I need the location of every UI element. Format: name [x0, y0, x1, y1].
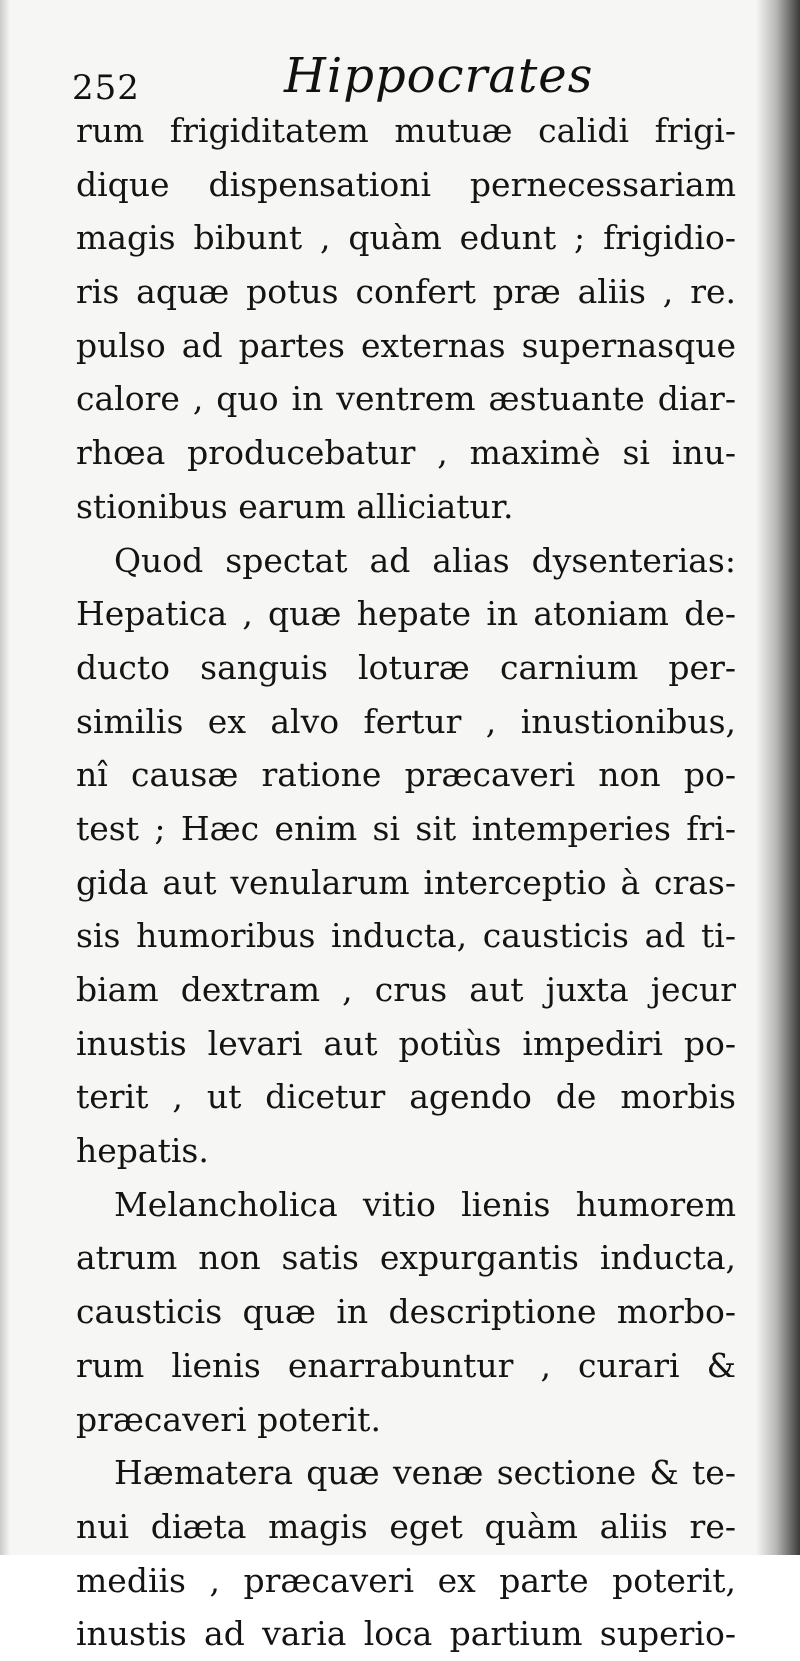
text-line: ducto sanguis loturæ carnium per- [76, 647, 736, 687]
text-line: rum lienis enarrabuntur , curari & [76, 1345, 736, 1385]
text-line: ris aquæ potus confert præ aliis , re. [76, 272, 736, 312]
text-line: Hepatica , quæ hepate in atoniam de- [76, 594, 736, 634]
text-line: magis bibunt , quàm edunt ; frigidio- [76, 218, 736, 258]
text-line: rum frigiditatem mutuæ calidi frigi- [76, 111, 736, 150]
text-line: stionibus earum alliciatur. [76, 486, 514, 526]
text-line: similis ex alvo fertur , inustionibus, [76, 701, 736, 741]
text-line: sis humoribus inducta, causticis ad ti- [76, 916, 736, 956]
text-line: rhœa producebatur , maximè si inu- [76, 433, 736, 473]
text-line: causticis quæ in descriptione morbo- [76, 1292, 736, 1332]
body-text [76, 104, 736, 1661]
text-line: pulso ad partes externas supernasque [76, 325, 736, 365]
text-line: terit , ut dicetur agendo de morbis [76, 1077, 736, 1117]
paragraph-first-line: Melancholica vitio lienis humorem [114, 1184, 736, 1224]
text-line: præcaveri poterit. [76, 1399, 381, 1439]
paragraph-first-line: Hæmatera quæ venæ sectione & te- [114, 1453, 736, 1493]
binding-gutter [756, 0, 800, 1555]
text-line: gida aut venularum interceptio à cras- [76, 862, 736, 902]
paragraph-first-line: Quod spectat ad alias dysenterias: [114, 540, 736, 580]
page-header [72, 48, 712, 108]
text-line: mediis , præcaveri ex parte poterit, [76, 1560, 736, 1600]
text-line: nui diæta magis eget quàm aliis re- [76, 1506, 736, 1546]
text-line: biam dextram , crus aut juxta jecur [76, 970, 736, 1009]
text-line: hepatis. [76, 1131, 209, 1171]
text-line: dique dispensationi pernecessariam [76, 164, 736, 204]
text-line: nî causæ ratione præcaveri non po- [76, 755, 736, 795]
text-line: atrum non satis expurgantis inducta, [76, 1238, 736, 1278]
page-number: 252 [72, 68, 140, 108]
text-line: test ; Hæc enim si sit intemperies fri- [76, 808, 736, 848]
page-left-edge [0, 0, 10, 1555]
running-head: Hippocrates [284, 48, 594, 104]
text-line: inustis ad varia loca partium superio- [76, 1614, 736, 1654]
text-line: inustis levari aut potiùs impediri po- [76, 1023, 736, 1063]
text-line: calore , quo in ventrem æstuante diar- [76, 379, 736, 419]
